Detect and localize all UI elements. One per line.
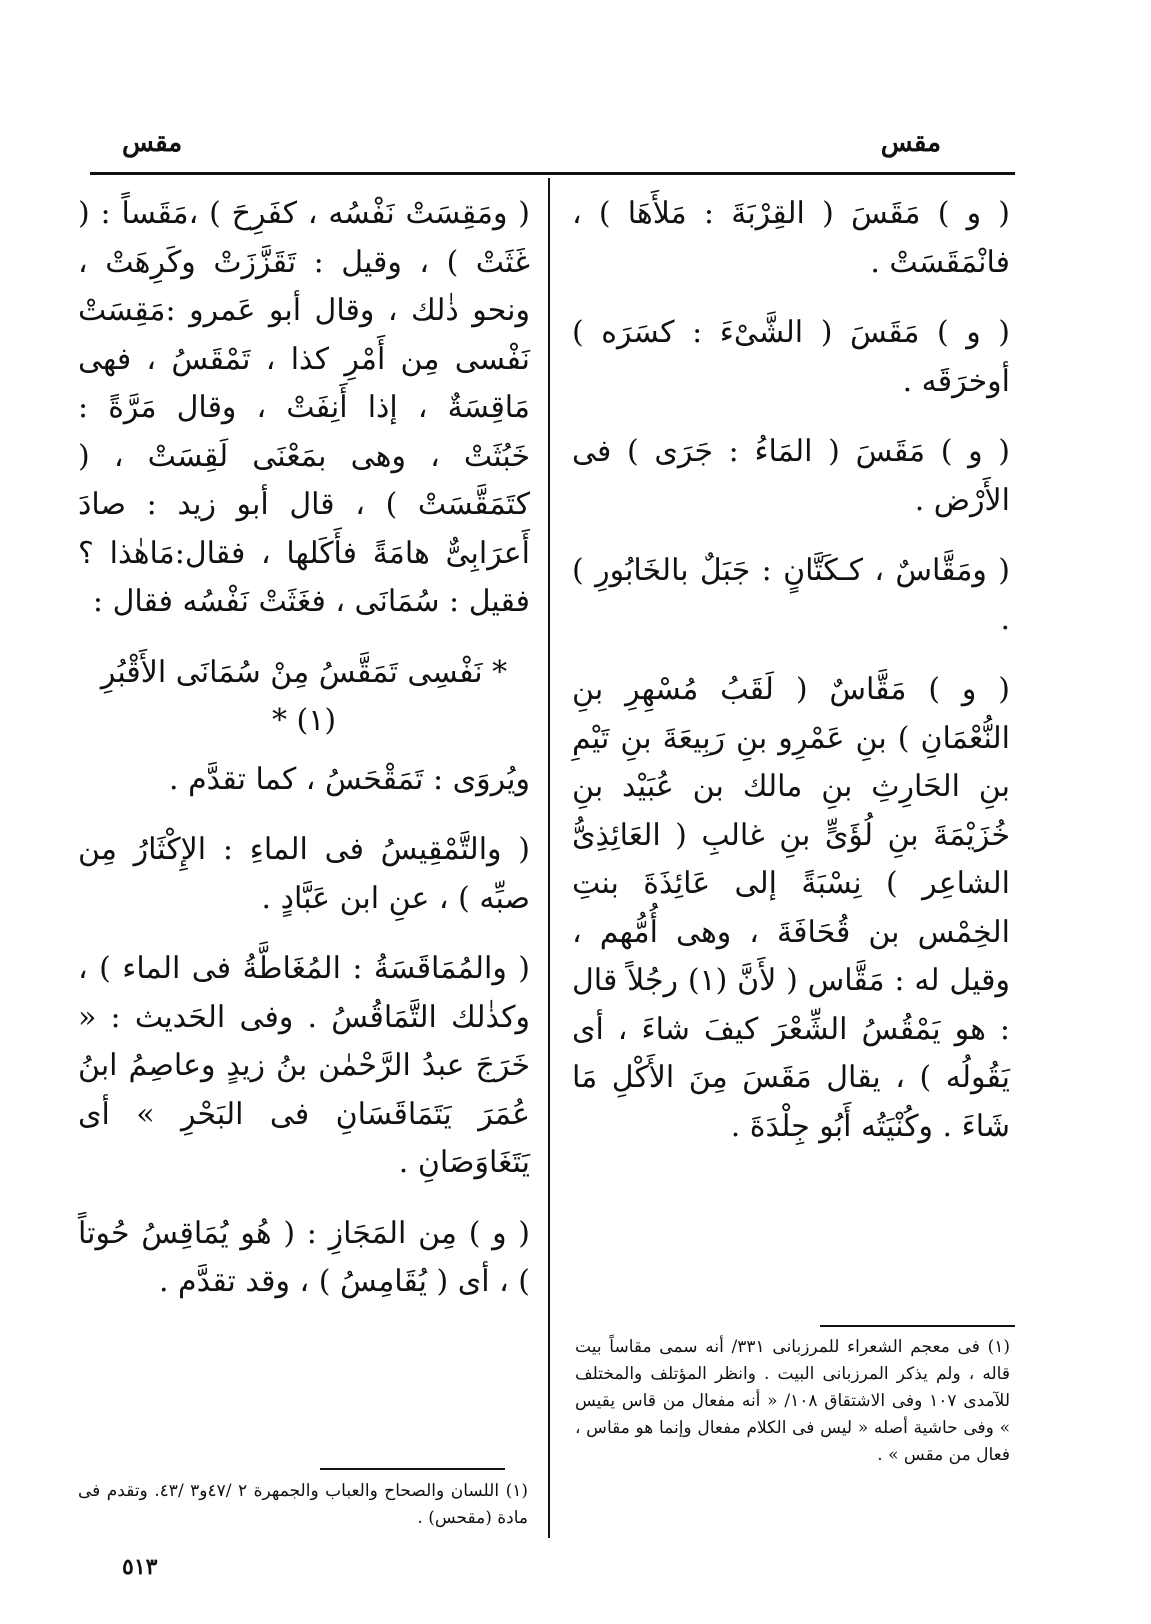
left-column (78, 190, 530, 1329)
entry-paragraph: ويُروَى : تَمَقْحَسُ ، كما تقدَّم . (169, 761, 530, 797)
header-rule (90, 172, 1015, 175)
footnote-left: (١) اللسان والصحاح والعباب والجمهرة ٢ /٤٧و٣ /٤٣. وتقدم فى مادة (مقحس) . (78, 1481, 528, 1528)
column-divider (548, 178, 550, 1538)
entry-paragraph: ( و ) مَقَسَ ( المَاءُ : جَرَى ) فى الأَرْض . (572, 434, 1010, 518)
verse-line: * نَفْسِى تَمَقَّسُ مِنْ سُمَانَى الأَقْبُرِ (١) * (100, 654, 508, 738)
entry-paragraph: ( ومَقَّاسٌ ، كـكَتَّانٍ : جَبَلٌ بالخَابُورِ ) . (572, 553, 1010, 637)
running-header-left: مقس (122, 128, 183, 158)
entry-paragraph: ( و ) مَقَسَ ( الشَّىْءَ : كسَرَه ) أوخرَقَه . (572, 315, 1010, 399)
entry-paragraph: ( و ) مَقَّاسٌ ( لَقَبُ مُسْهِرِ بنِ النُّعْمَانِ ) بنِ عَمْرِو بنِ رَبِيعَةَ بنِ تَيْمِ بنِ الحَارِثِ بنِ مالك بن عُبَيْد بنِ خُزَيْمَةَ بنِ لُؤَىٍّ بنِ غالبِ ( العَائِذِىُّ الشاعِر ) نِسْبَةً إلى عَائِذَةَ بنتِ الخِمْس بن قُحَافَةَ ، وهى أُمُّهم ، وقيل له : مَقَّاس ( لأَنَّ (١) رجُلاً قال : هو يَمْقُسُ الشِّعْرَ كيفَ شاءَ ، أى يَقُولُه ) ، يقال مَقَسَ مِنَ الأَكْلِ مَا شَاءَ . وكُنْيَتُه أَبُو جِلْدَةَ . (572, 672, 1010, 1144)
footnote-rule-right (820, 1325, 1015, 1327)
entry-paragraph: ( والمُمَاقَسَةُ : المُغَاطَّةُ فى الماء ) ، وكذٰلك التَّمَاقُسُ . وفى الحَديث : « خَرَجَ عبدُ الرَّحْمٰن بنُ زيدٍ وعاصِمُ ابنُ عُمَرَ يَتَمَاقَسَانِ فى البَحْرِ » أى يَتَغَاوَصَانِ . (78, 951, 530, 1180)
running-header-right: مقس (880, 128, 941, 158)
right-column (572, 190, 1010, 1173)
page-number: ٥١٣ (122, 1554, 158, 1580)
footnote-right: (١) فى معجم الشعراء للمرزبانى ٣٣١/ أنه سمى مقاساً بيت قاله ، ولم يذكر المرزبانى البيت . وانظر المؤتلف والمختلف للآمدى ١٠٧ وفى الاشتقاق ١٠٨/ « أنه مفعال من قاس يقيس » وفى حاشية أصله « ليس فى الكلام مفعال وإنما هو مقاس ، فعال من مقس » . (575, 1337, 1011, 1465)
footnote-rule-left (320, 1468, 505, 1470)
entry-paragraph: ( و ) مِن المَجَازِ : ( هُو يُمَاقِسُ حُوتاً ) ، أى ( يُقَامِسُ ) ، وقد تقدَّم . (78, 1215, 530, 1299)
entry-paragraph: ( والتَّمْقِيسُ فى الماءِ : الإِكْثَارُ مِن صبِّه ) ، عنِ ابن عَبَّادٍ . (78, 832, 530, 916)
entry-paragraph: ( ومَقِسَتْ نَفْسُه ، كفَرِحَ ) ،مَقَساً : ( غَثَتْ ) ، وقيل : تَقَزَّزَتْ وكَرِهَتْ ، ونحو ذٰلك ، وقال أبو عَمرو :مَقِسَتْ نَفْسى مِن أَمْرِ كذا ، تَمْقَسُ ، فهى مَاقِسَةٌ ، إذا أَنِفَتْ ، وقال مَرَّةً : خَبُثَتْ ، وهى بمَعْنَى لَقِسَتْ ، ( كتَمَقَّسَتْ ) ، قال أبو زيد : صادَ أَعرَابِىٌّ هامَةً فأَكَلها ، فقال:مَاهٰذا ؟ فقيل : سُمَانَى ، فغَثَتْ نَفْسُه فقال : (78, 196, 530, 619)
entry-paragraph: ( و ) مَقَسَ ( القِرْبَةَ : مَلأَهَا ) ، فانْمَقَسَتْ . (572, 196, 1010, 280)
